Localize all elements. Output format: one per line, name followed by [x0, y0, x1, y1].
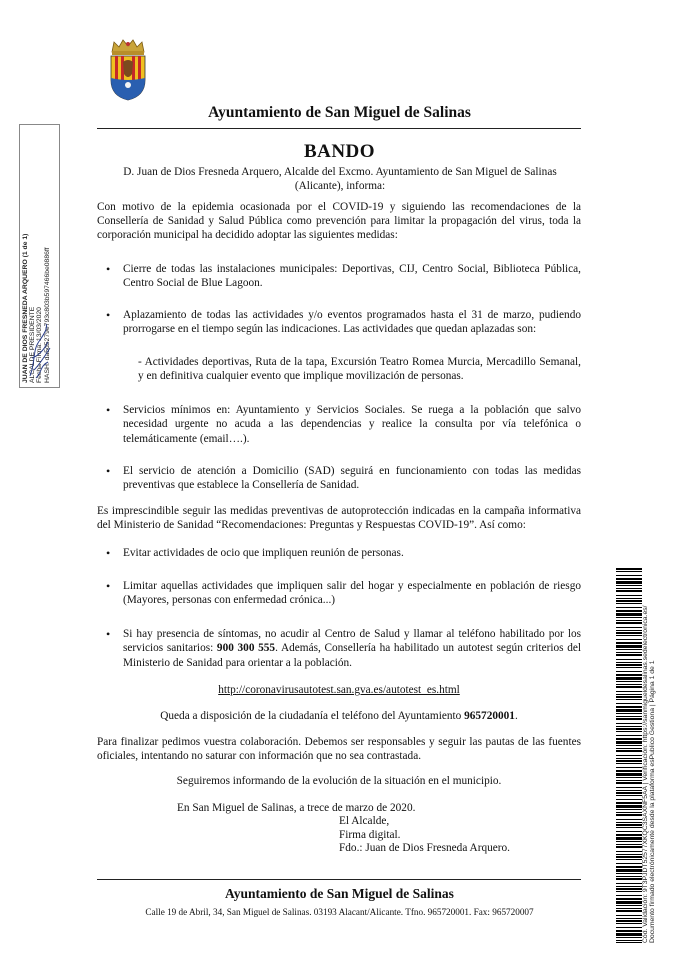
coat-of-arms-icon	[106, 38, 150, 102]
closing-text: Seguiremos informando de la evolución de la situación en el municipio.	[176, 775, 502, 787]
signature-signer: Fdo.: Juan de Dios Fresneda Arquero.	[339, 842, 510, 855]
footer-organization: Ayuntamiento de San Miguel de Salinas	[225, 886, 454, 901]
validation-platform: Documento firmado electrónicamente desde la plataforma esPublico Gestiona | Página 1 de 1	[649, 660, 657, 943]
footer-address: Calle 19 de Abril, 34, San Miguel de Salinas. 03193 Alacant/Alicante. Tfno. 965720001. Fax: 965720007	[145, 907, 534, 917]
stamp-date: Fecha Firma: 13/03/2020	[36, 307, 44, 383]
paragraph-collaboration: Para finalizar pedimos vuestra colaboración. Debemos ser responsables y seguir las pautas de las fuentes oficiales, intentando no saturar con información que no sea contrastada.	[97, 736, 581, 762]
header-divider	[97, 128, 581, 129]
paragraph-prevention: Es imprescindible seguir las medidas preventivas de autoprotección indicadas en la campaña informativa del Ministerio de Sanidad “Recomendaciones: Preguntas y Respuestas COVID-19”. Así como:	[97, 505, 581, 531]
advice-item: • Evitar actividades de ocio que impliquen reunión de personas.	[123, 546, 581, 560]
town-hall-phone-number: 965720001	[464, 710, 515, 722]
measure-item: • Servicios mínimos en: Ayuntamiento y Servicios Sociales. Se ruega a la población que salvo necesidad urgente no acuda a las dependencias y realice la consulta por vía telefónica o telemáticamente (email….).	[123, 403, 581, 446]
signature-block	[339, 815, 510, 856]
stamp-hash: HASH: da5d5279e793c803b597466be0886ff	[43, 247, 51, 383]
phone-line-text: .	[514, 710, 518, 722]
advice-text: . Además, Consellería ha habilitado un autotest según criterios del Ministerio de Sanidad para orientar a la población.	[123, 642, 581, 669]
signature-method: Firma digital.	[339, 828, 401, 841]
advice-item-symptoms	[123, 627, 581, 670]
autotest-link[interactable]: http://coronavirusautotest.san.gva.es/autotest_es.html	[218, 684, 460, 696]
phone-line-text: Queda a disposición de la ciudadanía el teléfono del Ayuntamiento	[160, 710, 465, 722]
header-organization: Ayuntamiento de San Miguel de Salinas	[208, 104, 471, 121]
barcode-icon	[616, 568, 642, 943]
health-phone-number: 900 300 555	[216, 642, 276, 655]
measure-item: • Aplazamiento de todas las actividades y/o eventos programados hasta el 31 de marzo, pudiendo prorrogarse en el tiempo según las indicaciones. Las actividades que quedan aplazadas son:	[123, 308, 581, 337]
document-heading: BANDO	[303, 141, 376, 162]
advice-text: Si hay presencia de síntomas, no acudir al Centro de Salud y llamar al teléfono habilitado por los servicios sanitarios:	[123, 628, 581, 655]
measure-item: • Cierre de todas las instalaciones municipales: Deportivas, CIJ, Centro Social, Biblioteca Pública, Centro Social de Blue Lagoon.	[123, 262, 581, 291]
postponed-activities: - Actividades deportivas, Ruta de la tapa, Excursión Teatro Romea Murcia, Mercadillo Semanal, y en definitiva cualquier evento que implique movilización de personas.	[138, 356, 581, 383]
advice-item: • Limitar aquellas actividades que impliquen salir del hogar y especialmente en población de riesgo (Mayores, personas con enfermedad crónica...)	[123, 579, 581, 608]
stamp-signer: JUAN DE DIOS FRESNEDA ARQUERO (1 de 1)	[22, 233, 29, 383]
place-date: En San Miguel de Salinas, a trece de marzo de 2020.	[177, 802, 416, 814]
measure-item: • El servicio de atención a Domicilio (SAD) seguirá en funcionamiento con todas las medidas preventivas que establece la Consellería de Sanidad.	[123, 464, 581, 493]
footer-divider	[97, 879, 581, 880]
stamp-role: ALCALDE PRESIDENTE	[29, 306, 37, 383]
town-hall-phone-line	[97, 709, 581, 723]
handwritten-signature-icon	[26, 320, 54, 380]
validation-text	[642, 568, 670, 943]
validation-code: Cód. Validación: 9T3PJDT52577XKQC3SAXNF5AA | Verificación: https://sanmigueldesalinas.sedelectronica.es/	[642, 605, 649, 943]
signature-title: El Alcalde,	[339, 815, 390, 827]
paragraph-intro-measures: Con motivo de la epidemia ocasionada por el COVID-19 y siguiendo las recomendaciones de la Consellería de Sanidad y Salud Pública como prevención para limitar la propagación del virus, toda la corporación municipal ha decidido adoptar las siguientes medidas:	[97, 201, 581, 241]
intro-text: D. Juan de Dios Fresneda Arquero, Alcalde del Excmo. Ayuntamiento de San Miguel de Salinas (Alicante), informa:	[123, 166, 557, 192]
